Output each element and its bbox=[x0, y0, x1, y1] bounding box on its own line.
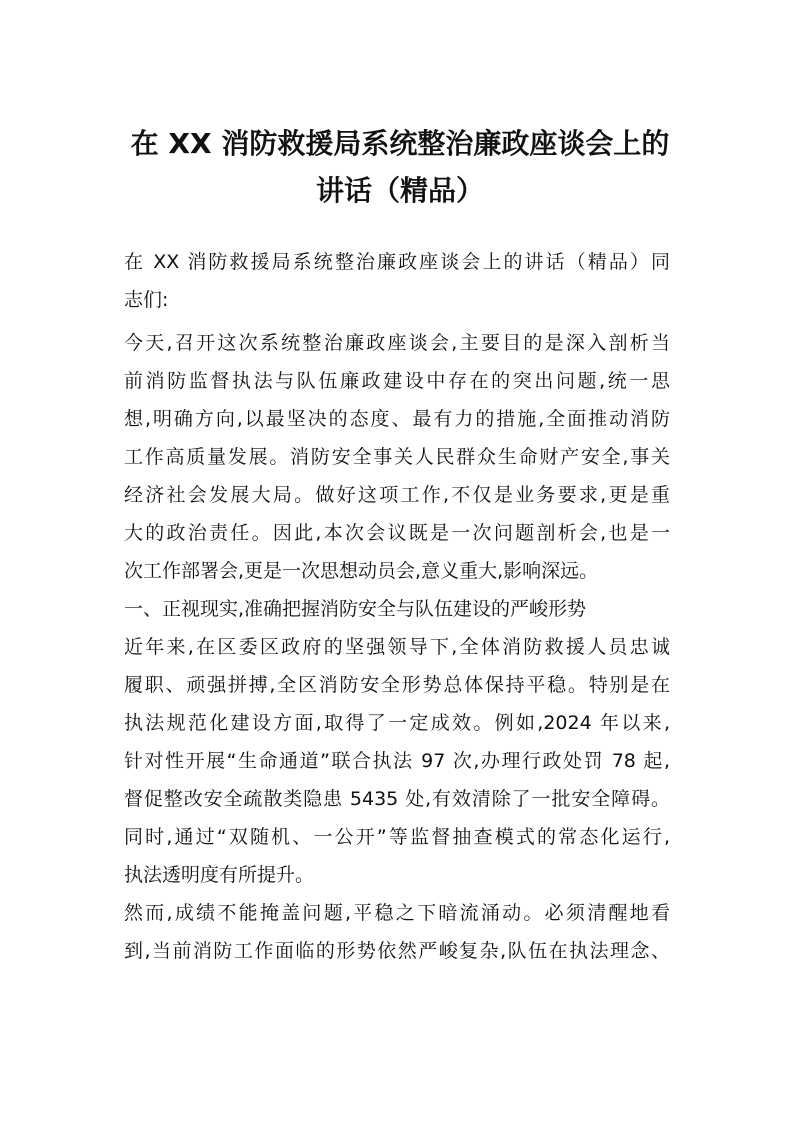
text-line: 同时,通过“双随机、一公开”等监督抽查模式的常态化运行, bbox=[124, 826, 670, 848]
text-line: 次工作部署会,更是一次思想动员会,意义重大,影响深远。 bbox=[124, 560, 599, 582]
paragraph bbox=[124, 590, 670, 628]
paragraph bbox=[124, 243, 670, 319]
text-line: 近年来,在区委区政府的坚强领导下,全体消防救援人员忠诚 bbox=[124, 636, 670, 658]
paragraph bbox=[124, 628, 670, 894]
text-line: 今天,召开这次系统整治廉政座谈会,主要目的是深入剖析当 bbox=[124, 332, 670, 354]
text-line: 志们: bbox=[124, 289, 169, 311]
text-line: 督促整改安全疏散类隐患 5435 处,有效清除了一批安全障碍。 bbox=[124, 788, 670, 810]
text-line: 一、正视现实,准确把握消防安全与队伍建设的严峻形势 bbox=[124, 598, 587, 620]
paragraph bbox=[124, 324, 670, 590]
document-title bbox=[110, 120, 690, 214]
text-line: 前消防监督执法与队伍廉政建设中存在的突出问题,统一思 bbox=[124, 370, 670, 392]
paragraph bbox=[124, 894, 670, 970]
title-line: 在 XX 消防救援局系统整治廉政座谈会上的 bbox=[130, 127, 670, 160]
text-line: 经济社会发展大局。做好这项工作,不仅是业务要求,更是重 bbox=[124, 484, 670, 506]
document-body bbox=[124, 243, 670, 970]
text-line: 到,当前消防工作面临的形势依然严峻复杂,队伍在执法理念、 bbox=[124, 940, 670, 962]
text-line: 执法透明度有所提升。 bbox=[124, 864, 315, 886]
text-line: 想,明确方向,以最坚决的态度、最有力的措施,全面推动消防 bbox=[124, 408, 670, 430]
title-line: 讲话（精品） bbox=[315, 174, 484, 207]
text-line: 然而,成绩不能掩盖问题,平稳之下暗流涌动。必须清醒地看 bbox=[124, 902, 670, 924]
text-line: 工作高质量发展。消防安全事关人民群众生命财产安全,事关 bbox=[124, 446, 670, 468]
text-line: 针对性开展“生命通道”联合执法 97 次,办理行政处罚 78 起, bbox=[124, 750, 670, 772]
text-line: 履职、顽强拼搏,全区消防安全形势总体保持平稳。特别是在 bbox=[124, 674, 670, 696]
text-line: 在 XX 消防救援局系统整治廉政座谈会上的讲话（精品）同 bbox=[124, 251, 670, 273]
text-line: 执法规范化建设方面,取得了一定成效。例如,2024 年以来, bbox=[124, 712, 670, 734]
text-line: 大的政治责任。因此,本次会议既是一次问题剖析会,也是一 bbox=[124, 522, 670, 544]
